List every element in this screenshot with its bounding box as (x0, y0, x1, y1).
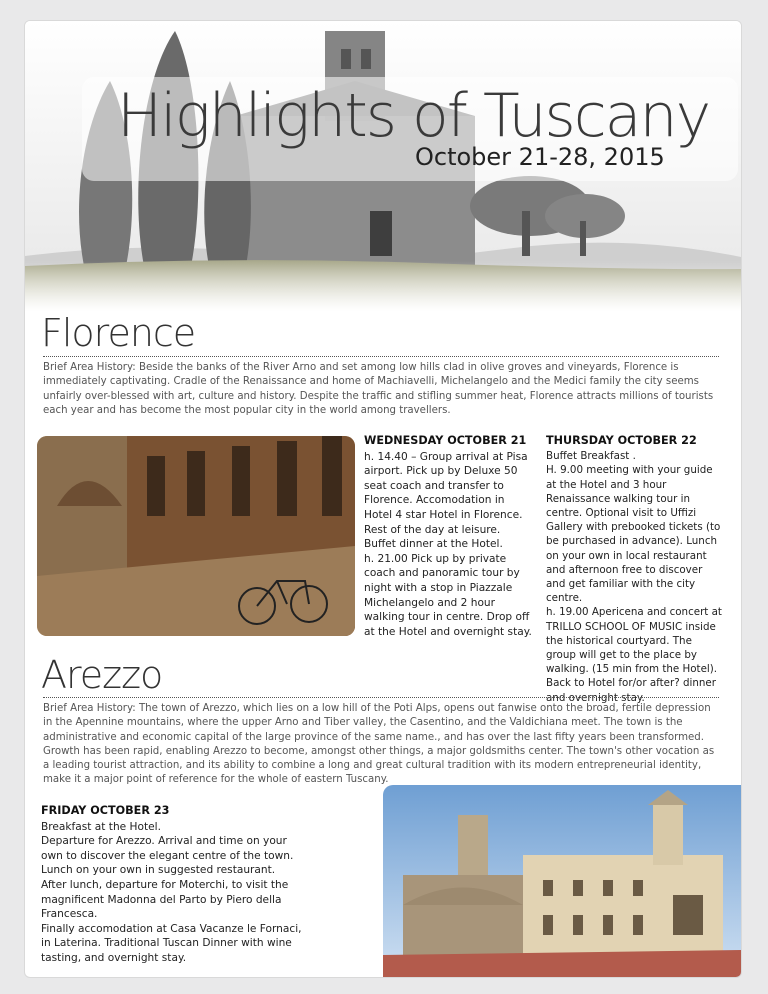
florence-day1 (364, 434, 534, 639)
florence-heading: Florence (41, 311, 196, 355)
florence-divider (43, 356, 719, 357)
arezzo-divider (43, 697, 719, 698)
florence-history-text: Brief Area History: Beside the banks of the River Arno and set among low hills clad in olive groves and vineyards, Florence is immediately captivating. Cradle of the Renaissance and home of Machiavelli, Michelangelo and the Medici family the city seems unfairly over-blessed with art, culture and history. Despite the traffic and stifling summer heat, Florence attracts millions of tourists each year and has become the most popular city in the world among travellers. (43, 362, 714, 416)
florence-day2 (546, 434, 722, 705)
florence-day2-line: H. 9.00 meeting with your guide at the Hotel and 3 hour Renaissance walking tour in centre. Optional visit to Uffizi Gallery with prebooked tickets (to be purchased in advance). Lunch on your own in local restaurant and afternoon free to discover and get familiar with the city centre. (546, 464, 721, 605)
trip-dates: October 21-28, 2015 (415, 143, 665, 171)
page-title: Highlights of Tuscany (117, 81, 710, 151)
florence-day2-line: Buffet Breakfast . (546, 450, 636, 463)
arezzo-day1-line: Breakfast at the Hotel. (41, 820, 161, 833)
florence-day2-line: h. 19.00 Apericena and concert at TRILLO SCHOOL OF MUSIC inside the historical courtyard. The group will get to the place by walking. (15 min from the Hotel). Back to Hotel for/or after? dinner and overnight stay. (546, 606, 722, 704)
arezzo-day1-line: Finally accomodation at Casa Vacanze le Fornaci, in Laterina. Traditional Tuscan Dinner with wine tasting, and overnight stay. (41, 922, 302, 964)
florence-history (43, 361, 719, 418)
florence-day1-line: h. 21.00 Pick up by private coach and panoramic tour by night with a stop in Piazzale Michelangelo and 2 hour walking tour in centre. Drop off at the Hotel and overnight stay. (364, 552, 532, 638)
arezzo-history-text: Brief Area History: The town of Arezzo, which lies on a low hill of the Poti Alps, opens out fanwise onto the broad, fertile depression in the Apennine mountains, where the upper Arno and Tiber valley, the Casentino, and the Valdichiana meet. The town is the administrative and economic capital of the large province of the same name., and has over the last fifty years been transformed. Growth has been rapid, enabling Arezzo to become, amongst other things, a major goldsmiths center. The town's other vocation as a leading tourist attraction, and its ability to combine a long and great cultural tradition with its modern entrepreneurial identity, make it a major point of reference for the whole of eastern Tuscany. (43, 703, 715, 786)
florence-day1-heading: WEDNESDAY OCTOBER 21 (364, 434, 527, 447)
arezzo-day1-line: Departure for Arezzo. Arrival and time on your own to discover the elegant centre of the town. Lunch on your own in suggested restaurant. After lunch, departure for Moterchi, to visit the magnificent Madonna del Parto by Piero della Francesca. (41, 835, 294, 921)
arezzo-heading: Arezzo (41, 653, 163, 697)
arezzo-day1 (41, 804, 303, 966)
brochure-page (24, 20, 742, 978)
arezzo-photo (383, 785, 741, 977)
arezzo-history (43, 702, 719, 788)
florence-day2-heading: THURSDAY OCTOBER 22 (546, 434, 697, 447)
florence-photo (37, 436, 355, 636)
arezzo-day1-heading: FRIDAY OCTOBER 23 (41, 804, 170, 817)
florence-day1-line: h. 14.40 – Group arrival at Pisa airport. Pick up by Deluxe 50 seat coach and transfer to Florence. Accomodation in Hotel 4 star Hotel in Florence. Rest of the day at leisure. Buffet dinner at the Hotel. (364, 450, 528, 551)
